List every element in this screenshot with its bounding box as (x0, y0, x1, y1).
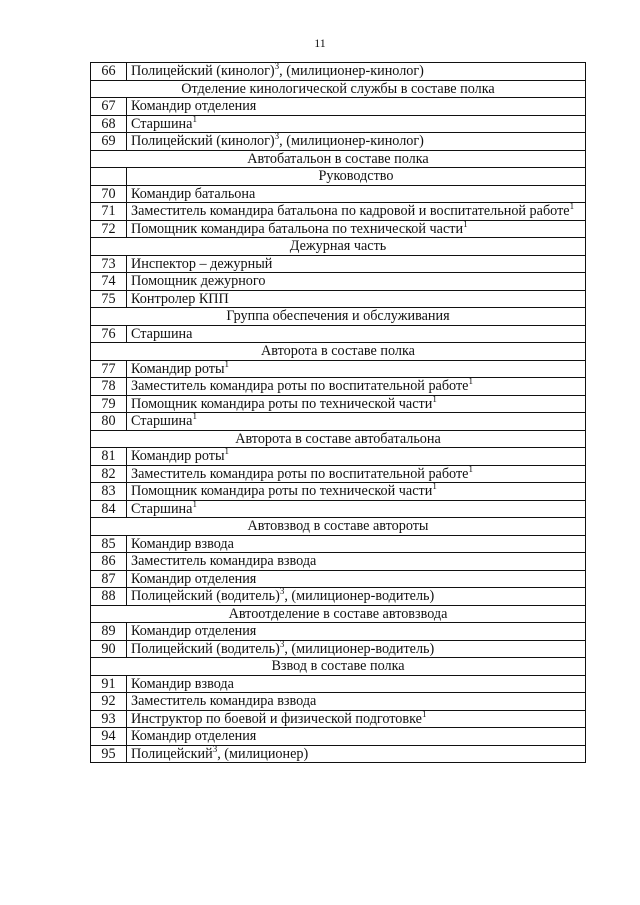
row-number: 71 (91, 203, 127, 221)
table-row (91, 640, 586, 658)
table-row (91, 710, 586, 728)
position-title-text: Командир отделения (131, 728, 257, 744)
position-title-text: Старшина (131, 325, 193, 342)
positions-table-body (91, 63, 586, 763)
position-title-text: Полицейский (водитель) (131, 588, 280, 604)
position-title (127, 535, 586, 553)
table-row (91, 693, 586, 711)
position-title (127, 220, 586, 238)
row-number: 90 (91, 640, 127, 658)
row-number: 74 (91, 273, 127, 291)
position-title (127, 500, 586, 518)
position-title (127, 675, 586, 693)
position-title (127, 395, 586, 413)
position-title (127, 623, 586, 641)
row-number: 69 (91, 133, 127, 151)
row-number: 76 (91, 325, 127, 343)
position-title-text: Полицейский (кинолог) (131, 133, 275, 149)
row-number: 72 (91, 220, 127, 238)
section-title: Авторота в составе полка (91, 343, 586, 361)
section-title: Группа обеспечения и обслуживания (91, 308, 586, 326)
position-title-text: , (милиционер) (217, 745, 309, 762)
position-title (127, 360, 586, 378)
section-header-row (91, 150, 586, 168)
position-title-text: Командир роты (131, 448, 225, 464)
footnote-mark: 1 (463, 218, 468, 229)
table-row (91, 448, 586, 466)
table-row (91, 553, 586, 571)
section-title: Автобатальон в составе полка (91, 150, 586, 168)
table-row (91, 255, 586, 273)
position-title (127, 710, 586, 728)
position-title-text: Контролер КПП (131, 290, 229, 307)
position-title (127, 290, 586, 308)
position-title-text: Старшина (131, 115, 193, 132)
footnote-mark: 3 (212, 743, 218, 754)
footnote-mark: 3 (279, 638, 285, 649)
position-title-text: Инспектор – дежурный (131, 255, 273, 272)
table-row (91, 483, 586, 501)
row-number: 81 (91, 448, 127, 466)
position-title (127, 98, 586, 116)
section-title: Авторота в составе автобатальона (91, 430, 586, 448)
row-number: 66 (91, 63, 127, 81)
table-row (91, 63, 586, 81)
positions-table (90, 62, 586, 763)
position-title (127, 728, 586, 746)
row-number: 88 (91, 588, 127, 606)
section-title: Автоотделение в составе автовзвода (91, 605, 586, 623)
row-number: 83 (91, 483, 127, 501)
position-title (127, 115, 586, 133)
section-header-row (91, 518, 586, 536)
row-number: 92 (91, 693, 127, 711)
position-title (127, 273, 586, 291)
row-number: 94 (91, 728, 127, 746)
table-row (91, 570, 586, 588)
position-title (127, 465, 586, 483)
position-title-text: Командир роты (131, 360, 225, 377)
position-title-text: Заместитель командира роты по воспитательной работе (131, 465, 469, 482)
footnote-mark: 1 (192, 411, 197, 421)
table-row (91, 133, 586, 151)
table-row (91, 360, 586, 378)
section-title: Автовзвод в составе автороты (91, 518, 586, 536)
footnote-mark: 3 (279, 586, 285, 596)
position-title-text: Полицейский (кинолог) (131, 63, 275, 79)
row-number: 91 (91, 675, 127, 693)
position-title-text: Старшина (131, 413, 193, 429)
position-title (127, 588, 586, 606)
position-title-text: Заместитель командира взвода (131, 693, 317, 709)
footnote-mark: 1 (468, 376, 473, 386)
row-number: 67 (91, 98, 127, 116)
table-row (91, 98, 586, 116)
position-title-text: , (милиционер-кинолог) (279, 63, 424, 79)
footnote-mark: 1 (224, 358, 230, 369)
position-title-text: , (милиционер-водитель) (284, 640, 435, 657)
position-title (127, 378, 586, 396)
section-header-row (91, 238, 586, 256)
table-row (91, 185, 586, 203)
table-row (91, 535, 586, 553)
position-title-text: Старшина (131, 500, 193, 517)
row-number: 79 (91, 395, 127, 413)
table-row (91, 413, 586, 431)
table-row (91, 675, 586, 693)
footnote-mark: 1 (432, 481, 437, 491)
subsection-title: Руководство (127, 168, 586, 186)
position-title-text: , (милиционер-кинолог) (279, 133, 424, 149)
footnote-mark: 1 (192, 113, 197, 124)
table-row (91, 220, 586, 238)
position-title-text: Командир отделения (131, 570, 257, 587)
subsection-header-row (91, 168, 586, 186)
position-title (127, 640, 586, 658)
section-title: Взвод в составе полка (91, 658, 586, 676)
section-header-row (91, 343, 586, 361)
row-number: 70 (91, 185, 127, 203)
table-row (91, 745, 586, 763)
row-number: 95 (91, 745, 127, 763)
position-title-text: Командир отделения (131, 98, 257, 114)
page-number: 11 (314, 36, 326, 50)
position-title (127, 693, 586, 711)
position-title-text: Командир взвода (131, 675, 234, 692)
row-number: 93 (91, 710, 127, 728)
position-title (127, 185, 586, 203)
footnote-mark: 1 (468, 463, 473, 474)
section-header-row (91, 80, 586, 98)
row-number: 80 (91, 413, 127, 431)
footnote-mark: 1 (224, 446, 230, 456)
position-title (127, 325, 586, 343)
footnote-mark: 1 (421, 708, 427, 719)
row-number: 73 (91, 255, 127, 273)
table-row (91, 115, 586, 133)
footnote-mark: 1 (569, 201, 575, 211)
row-number (91, 168, 127, 186)
position-title-text: Заместитель командира батальона по кадровой и воспитательной работе (131, 203, 570, 219)
table-row (91, 588, 586, 606)
position-title-text: , (милиционер-водитель) (284, 588, 435, 604)
position-title-text: Командир взвода (131, 535, 234, 552)
table-row (91, 325, 586, 343)
row-number: 77 (91, 360, 127, 378)
position-title (127, 448, 586, 466)
table-row (91, 203, 586, 221)
section-header-row (91, 605, 586, 623)
table-row (91, 395, 586, 413)
table-row (91, 465, 586, 483)
position-title (127, 570, 586, 588)
position-title (127, 745, 586, 763)
row-number: 78 (91, 378, 127, 396)
position-title-text: Помощник дежурного (131, 273, 266, 289)
position-title-text: Инструктор по боевой и физической подготовке (131, 710, 422, 727)
row-number: 84 (91, 500, 127, 518)
position-title-text: Помощник командира роты по технической части (131, 483, 433, 499)
row-number: 68 (91, 115, 127, 133)
position-title-text: Заместитель командира взвода (131, 553, 317, 569)
row-number: 86 (91, 553, 127, 571)
position-title-text: Помощник командира роты по технической части (131, 395, 433, 412)
table-row (91, 500, 586, 518)
position-title-text: Полицейский (водитель) (131, 640, 280, 657)
position-title (127, 63, 586, 81)
position-title (127, 483, 586, 501)
table-row (91, 623, 586, 641)
section-header-row (91, 308, 586, 326)
table-row (91, 273, 586, 291)
section-title: Отделение кинологической службы в составе полка (91, 80, 586, 98)
position-title (127, 413, 586, 431)
row-number: 85 (91, 535, 127, 553)
footnote-mark: 3 (274, 61, 280, 71)
section-header-row (91, 430, 586, 448)
position-title-text: Командир отделения (131, 623, 257, 639)
footnote-mark: 3 (274, 131, 280, 141)
row-number: 75 (91, 290, 127, 308)
position-title-text: Командир батальона (131, 185, 256, 202)
position-title-text: Помощник командира батальона по технической части (131, 220, 464, 237)
position-title-text: Полицейский (131, 745, 213, 762)
row-number: 89 (91, 623, 127, 641)
position-title (127, 255, 586, 273)
row-number: 82 (91, 465, 127, 483)
table-row (91, 290, 586, 308)
table-row (91, 728, 586, 746)
position-title-text: Заместитель командира роты по воспитательной работе (131, 378, 469, 394)
position-title (127, 133, 586, 151)
position-title (127, 553, 586, 571)
footnote-mark: 1 (432, 393, 437, 404)
footnote-mark: 1 (192, 498, 197, 509)
section-header-row (91, 658, 586, 676)
row-number: 87 (91, 570, 127, 588)
section-title: Дежурная часть (91, 238, 586, 256)
table-row (91, 378, 586, 396)
position-title (127, 203, 586, 221)
